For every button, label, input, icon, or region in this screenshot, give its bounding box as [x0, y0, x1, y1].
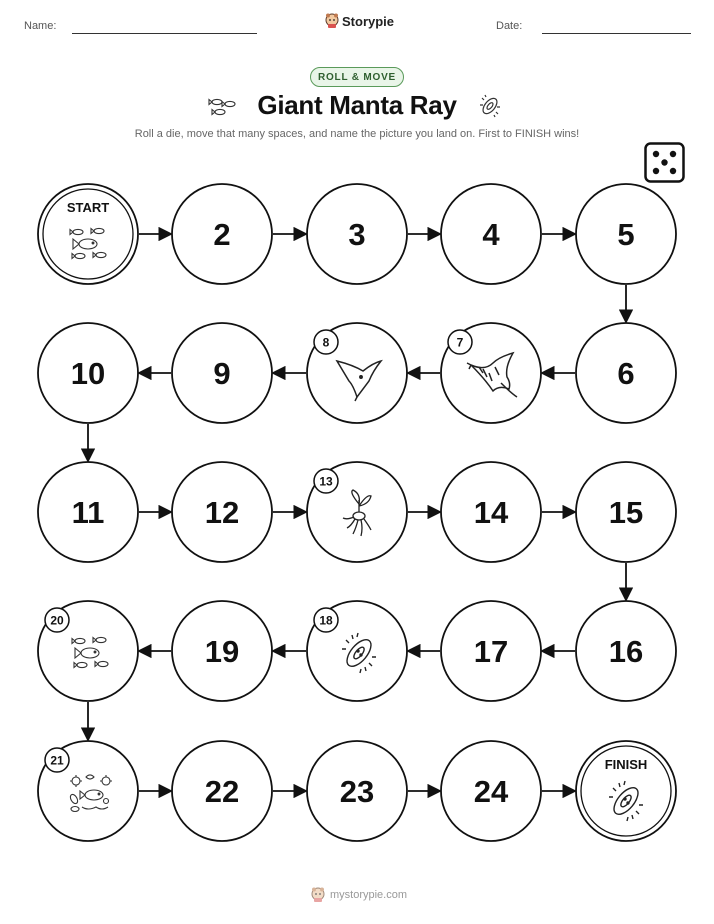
space-number-badge-text: 13: [319, 474, 333, 489]
start-label: START: [66, 200, 110, 215]
space-number-badge-text: 20: [50, 613, 64, 628]
space-number-badge-text: 7: [456, 335, 464, 350]
board-space-15[interactable]: [576, 462, 676, 562]
board-space-21[interactable]: [38, 741, 138, 841]
mascot-icon: [310, 887, 326, 903]
board-space-12[interactable]: [172, 462, 272, 562]
board-space-3[interactable]: [307, 184, 407, 284]
date-label: Date:: [496, 20, 523, 32]
board-space-13[interactable]: [307, 462, 407, 562]
space-number: 23: [339, 774, 375, 809]
board-space-18[interactable]: [307, 601, 407, 701]
board-space-17[interactable]: [441, 601, 541, 701]
board-space-7[interactable]: [441, 323, 541, 423]
name-label: Name:: [24, 20, 57, 32]
space-number-badge-text: 18: [319, 613, 333, 628]
board-space-16[interactable]: [576, 601, 676, 701]
space-number-badge-text: 8: [322, 335, 330, 350]
page-title: Giant Manta Ray: [257, 90, 457, 120]
space-number-badge-text: 21: [50, 753, 64, 768]
board-space-2[interactable]: [172, 184, 272, 284]
space-number: 17: [473, 634, 509, 669]
board-space-20[interactable]: [38, 601, 138, 701]
space-number: 15: [608, 495, 644, 530]
space-number: 3: [348, 217, 366, 252]
roll-and-move-badge: ROLL & MOVE: [310, 67, 404, 87]
brand-name: Storypie: [342, 13, 395, 29]
board-space-5[interactable]: [576, 184, 676, 284]
space-number: 14: [473, 495, 509, 530]
space-number: 4: [482, 217, 500, 252]
space-number: 12: [204, 495, 240, 530]
board-space-6[interactable]: [576, 323, 676, 423]
board-space-14[interactable]: [441, 462, 541, 562]
space-number: 11: [71, 495, 105, 530]
space-number: 24: [473, 774, 509, 809]
board-space-23[interactable]: [307, 741, 407, 841]
board-space-1[interactable]: [38, 184, 138, 284]
space-number: 2: [213, 217, 231, 252]
space-number: 6: [617, 356, 635, 391]
board-space-8[interactable]: [307, 323, 407, 423]
instructions: Roll a die, move that many spaces, and name the picture you land on. First to FINISH wins!: [134, 128, 580, 140]
space-number: 9: [213, 356, 231, 391]
finish-label: FINISH: [604, 757, 648, 772]
board-space-24[interactable]: [441, 741, 541, 841]
board-space-4[interactable]: [441, 184, 541, 284]
space-number: 16: [608, 634, 644, 669]
space-number: 10: [70, 356, 106, 391]
board-space-9[interactable]: [172, 323, 272, 423]
board-space-10[interactable]: [38, 323, 138, 423]
space-number: 22: [204, 774, 240, 809]
space-circle: [38, 184, 138, 284]
space-number: 19: [204, 634, 240, 669]
footer: [310, 887, 407, 903]
board-space-11[interactable]: [38, 462, 138, 562]
board-space-19[interactable]: [172, 601, 272, 701]
space-number: 5: [617, 217, 635, 252]
footer-url: mystorypie.com: [330, 889, 408, 901]
board-space-25[interactable]: [576, 741, 676, 841]
board-space-22[interactable]: [172, 741, 272, 841]
